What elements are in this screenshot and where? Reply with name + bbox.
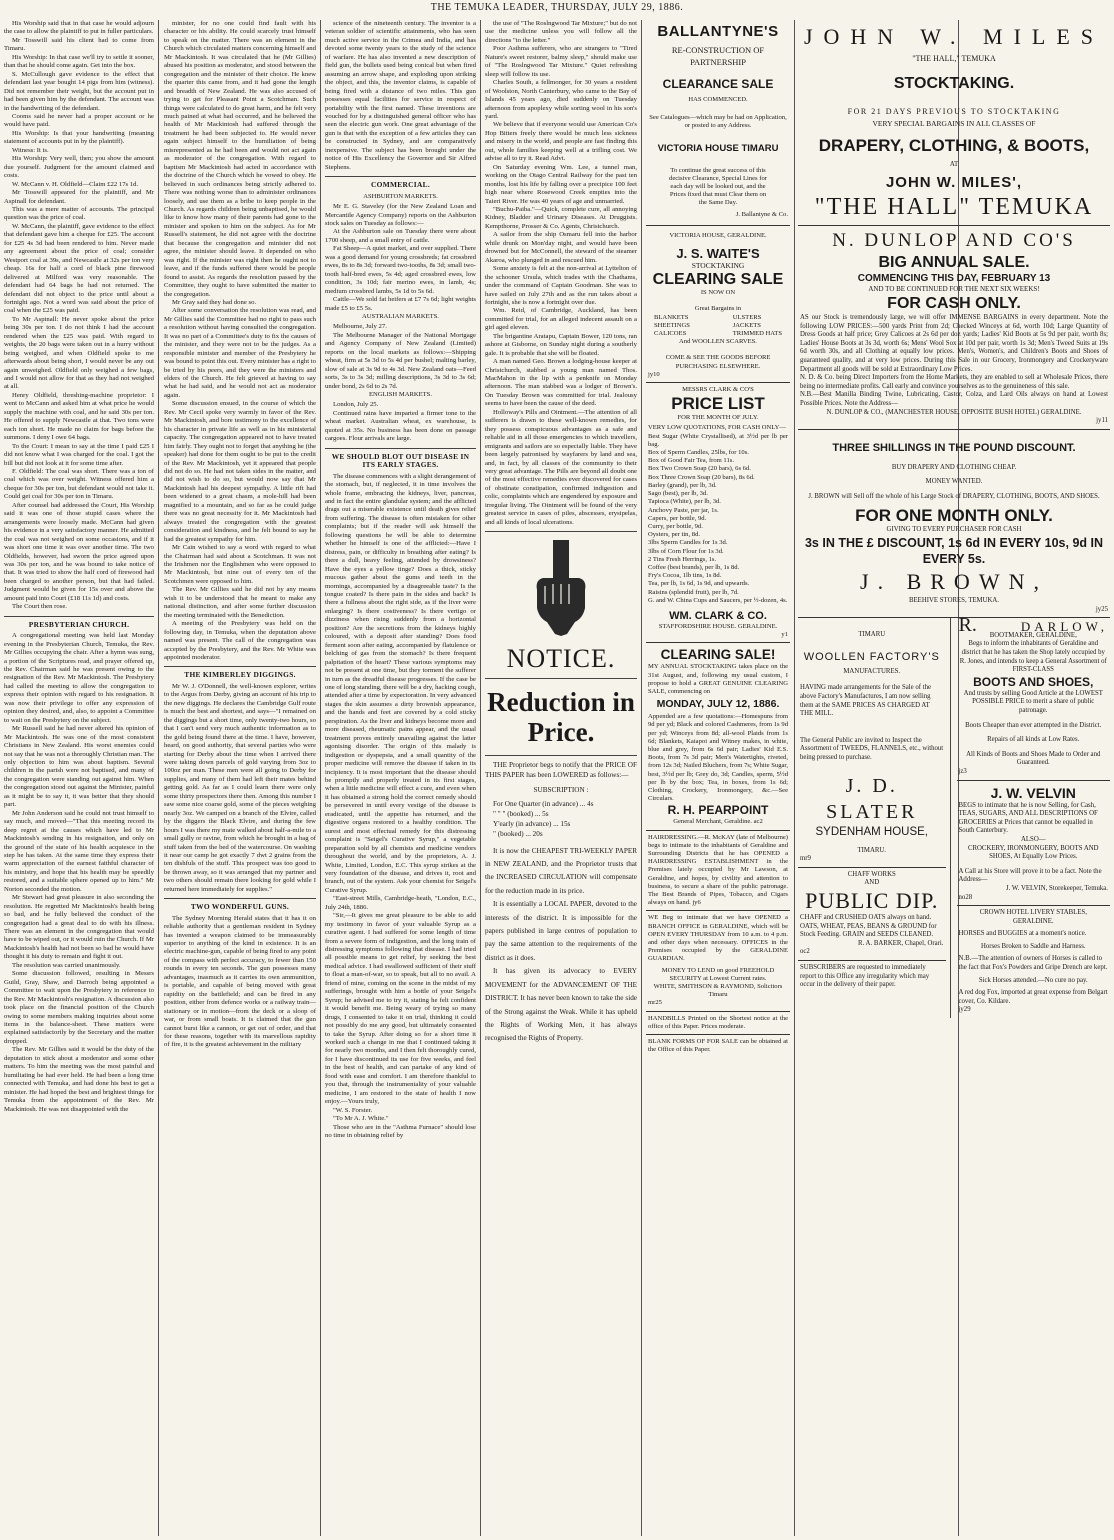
price-item: Box Three Crown Soap (20 bars), 8s 6d. xyxy=(648,473,755,481)
goods-item: JACKETS xyxy=(732,321,761,329)
ad-text: Sick Horses attended.—No cure no pay. xyxy=(978,976,1088,984)
waite-ad xyxy=(646,226,790,383)
article-paragraph: F. Oldfield: The coal was short. There was a ton of coal which was over weight. Witness offered him a cheque for 30s per ton, but defendant would not take it. Could get coal for 30s per ton in Timaru. xyxy=(4,468,154,501)
ad-text: A red dog Fox, imported at great expense from Belgart cover, Co. Kildare. xyxy=(958,989,1108,1005)
subheading: ENGLISH MARKETS. xyxy=(368,391,432,399)
ad-text: WE Beg to intimate that we have OPENED a BRANCH OFFICE in GERALDINE, which will be OPEN EVERY THURSDAY from 10 a.m. to 4 p.m. and other days when necessary. OFFICES in the Premises occupied by the GERALDINE GUARDIAN. xyxy=(648,914,788,963)
price-item: Oysters, per tin, 8d. xyxy=(648,531,701,539)
ad-text: VICTORIA HOUSE, GERALDINE. xyxy=(669,231,767,239)
ad-ref: no28 xyxy=(958,893,973,901)
ad-text: AND xyxy=(864,879,880,887)
article-paragraph: S. McCullough gave evidence to the effect that defendant last year bought 14 pigs from him (witness). Did not remember their weight, but the account put in had been given him by the defendant. The account was in the handwriting of the defendant. xyxy=(4,70,154,112)
ad-title: PUBLIC DIP. xyxy=(805,887,939,913)
ad-text: HAIRDRESSING.—R. McKAY (late of Melbourne) begs to intimate to the inhabitants of Geraldine and Surrounding Districts that he has OPENED a HAIRDRESSING ESTABLISHMENT in the Premises lately occupied by Mr Lawson, at Geraldine, and hopes, by civility and attention to business, to secure a share of the public patronage. The Best Brands of Pipes, Tobacco, and Cigars always on hand. jy6 xyxy=(648,833,788,907)
ad-headline: SYDENHAM HOUSE, xyxy=(815,825,928,838)
handbills-ad xyxy=(646,1012,790,1035)
ad-text: Boots Cheaper than ever attempted in the District. xyxy=(965,721,1102,729)
article-paragraph: Those who are in the "Asthma Furnace" should lose no time in obtaining relief by xyxy=(325,1123,476,1139)
ad-headline: 3s IN THE £ DISCOUNT, 1s 6d IN EVERY 10s, 9d IN EVERY 5s. xyxy=(804,536,1104,567)
column-rule xyxy=(794,20,795,1536)
article-paragraph: It is now the CHEAPEST TRI-WEEKLY PAPER in NEW ZEALAND, and the Proprietor trusts that the INCREASED CIRCULATION will compensate for the reduction made in its price. xyxy=(485,846,637,895)
goods-item: CALICOES xyxy=(654,330,687,338)
price-item: Sago (best), per lb, 3d. xyxy=(648,490,708,498)
price-item: Tapioca (White), per lb, 3d. xyxy=(648,498,721,506)
ad-text: See Catalogues—which may be had on Application, or posted to any Address. xyxy=(649,114,787,130)
ad-text: WHITE, SMITHSON & RAYMOND, Solicitors Timaru xyxy=(653,983,783,999)
woollen-ad xyxy=(798,618,946,868)
subheading: ASHBURTON MARKETS. xyxy=(363,192,438,200)
article-paragraph: A meeting of the Presbytery was held on the following day, in Temuka, when the deputation above named was present. The call of the congregation was accepted by the Presbytery, and the Rev. Mr White was appointed moderator. xyxy=(164,620,316,661)
article-paragraph: To the Court: I mean to say at the time I paid £25 I did not know what I was charged for the coal. I got the bill but did not look at it for some time after. xyxy=(4,442,154,467)
subscription-rate: " " " (booked) ... 5s xyxy=(493,809,549,818)
article-paragraph: Mr John Anderson said he could not trust himself to say much, and moved—"That this meeting record its deep regret at the causes which have led to Mr Mackintosh's sending in his resignation, and only on the ground of the state of his health acquiesce in the step he has taken. At the same time they express their warm appreciation of the earnest faithful character of his ministry, and hope that his health may be speedily restored, and a suitable sphere opened up to him." Mr Norton seconded the motion. xyxy=(4,809,154,893)
ad-headline: CLEARING SALE xyxy=(652,271,784,289)
ad-text: To continue the great success of this decisive Clearance, Special Lines for each day will be looked out, and the Prices fixed that must Clear them on the Same Day. xyxy=(669,166,767,207)
article-paragraph: A man named Geo. Brown a lodging-house keeper at Christchurch, stabbed a young man named Thos. MacMahon in the lip with a penknife on Monday afternoon. The man stabbed was a lodger of Brown's. On Tuesday Brown was committed for trial. Jealousy seems to have been the cause of the deed. xyxy=(485,358,637,408)
ad-title: J. D. SLATER xyxy=(826,774,918,823)
article-paragraph: To Mr Aspinall: He never spoke about the price being 30s per ton. I do not think I had the account rendered when the £25 was paid. With regard to weights, the 20 bags were taken out in a hurry without being weighed, and when Oldfield spoke to me afterwards about being short, I would never be any out again unweighed. Oldfield only weighed a few bags, and I would not allow for that as they had not weighed at all. xyxy=(4,315,154,391)
section-heading: TWO WONDERFUL GUNS. xyxy=(190,902,290,912)
price-item: Box Two Crown Soap (20 bars), 6s 6d. xyxy=(648,465,751,473)
column-rule xyxy=(480,20,481,1536)
article-paragraph: The brigantine Aratapu, Captain Bower, 120 tons, ran ashore at Gisborne, on Sunday night during a southerly gale. It is probable that she will be floated. xyxy=(485,332,637,357)
ad-text: N. D. & Co. being Direct Importers from the Home Markets, they are enabled to sell at Wholesale Prices, there being no intermediate profits. Call early and convince yourselves as to the genuineness of this sale. xyxy=(800,374,1108,390)
goods-item: SHEETINGS xyxy=(654,321,690,329)
column-rule xyxy=(320,20,321,1536)
brown-ad xyxy=(798,430,1110,619)
price-item: Box of Good Fair Tea, from 11s. xyxy=(648,457,734,465)
ad-text: GIVING TO EVERY PURCHASER FOR CASH xyxy=(886,526,1022,534)
ad-text: HANDBILLS Printed on the Shortest notice at the office of this Paper. Prices moderate. xyxy=(648,1014,788,1030)
article-paragraph: It has given its advocacy to EVERY MOVEMENT for the ADVANCEMENT OF THE DISTRICT. It has never been known to take the side of the Strong against the Weak. While it has upheld the Rights of Working Men, it has always recognised the Rights of Property. xyxy=(485,967,637,1043)
ad-text: TIMARU xyxy=(858,631,886,639)
ad-text: SUBSCRIBERS are requested to immediately report to this Office any irregularity which may occur in the delivery of their paper. xyxy=(800,963,930,989)
ad-headline: DRAPERY, CLOTHING, & BOOTS, xyxy=(818,135,1090,155)
ad-text: AND TO BE CONTINUED FOR THE NEXT SIX WEEKS! xyxy=(868,285,1040,294)
ad-text: General Merchant, Geraldine. ac2 xyxy=(673,818,763,826)
subscription-rate: For One Quarter (in advance) ... 4s xyxy=(493,799,594,808)
ad-text: HAS COMMENCED. xyxy=(688,96,748,103)
article-paragraph: Charles South, a fellmonger, for 30 years a resident of Woolston, North Canterbury, who came to the Bay of Islands 45 years ago, died suddenly on Tuesday afternoon from apoplexy while sorting wool in his son's yard. xyxy=(485,79,637,120)
ad-ref: mr25 xyxy=(648,999,662,1007)
chaff-ad xyxy=(798,868,946,961)
article-paragraph: It is essentially a LOCAL PAPER, devoted to the interests of the district. It is impossible for the papers published in large centres of population to pay the same attention to the requirements of the district as it does. xyxy=(485,900,637,962)
price-item: Barley (grand), per lb, 3d. xyxy=(648,481,717,489)
ad-title: BALLANTYNE'S xyxy=(657,23,779,40)
goods-item: BLANKETS xyxy=(654,313,689,321)
article-paragraph: science of the nineteenth century. The inventor is a veteran soldier of scientific attainments, who has seen much active service in the Crimea and India, and has devoted some twenty years to the study of the science of warfare. He has also invented a new description of field gun, the bullets used being conical but when fired assuming an arrow shape, and exploding upon striking the object, and this, the inventor claims, is capable of being fired with a distance of two miles. This gun possesses equal facilities for service in respect of portability with the first named. These inventions are vouched for by a distinguished general officer who has seen the electric gun work. One great advantage of the gun is that with the exception of a few articles they can be constructed in Sydney, and are comparatively inexpensive. The subject has been brought under the notice of His Excellency the Governor and Sir Alfred Stephens. xyxy=(325,20,476,171)
price-item: Raisins (splendid fruit), per lb, 7d. xyxy=(648,588,739,596)
ad-ref: jy10 xyxy=(648,370,660,378)
miles-ad xyxy=(798,20,1110,226)
ad-text: MESSRS CLARK & CO'S xyxy=(682,386,754,394)
article-paragraph: Mr Gray said they had done so. xyxy=(172,298,257,306)
blank-forms-ad xyxy=(646,1035,790,1057)
section-heading: WE SHOULD BLOT OUT DISEASE IN ITS EARLY STAGES. xyxy=(331,451,470,470)
ad-text: BLANK FORMS OF FOR SALE can be obtained at the Office of this Paper. xyxy=(648,1038,788,1054)
article-paragraph: "East-street Mills, Cambridge-heath, "London, E.C., July 24th, 1886. xyxy=(325,895,476,911)
article-paragraph: The Sydney Morning Herald states that it has it on reliable authority that a gentleman resident in Sydney has invented a weapon claimed to be immeasurably superior to anything of the kind in existence. It is an electric machine-gun, capable of being fired to any point of the compass with perfect accuracy, to fewer than 150 rounds in every ten seconds. The gun possesses many advantages, inasmuch as it carries its own ammunition, is portable, and capable of being moved with great rapidity on the battlefield; and can be fired in any position, either from defence works or a railway train—stationary or in motion—from the deck or a sloop of war, or from small boats. It is claimed that the gun cannot burst like a cannon, or get out of order, and that for these reasons, together with its marvellous rapidity of fire, it is the greatest achievement in the military xyxy=(164,914,316,1049)
ad-headline: STOCKTAKING. xyxy=(893,74,1015,92)
goods-item: ULSTERS xyxy=(732,313,762,321)
ad-text: BOOTMAKER, GERALDINE, xyxy=(989,631,1077,639)
ad-text: FOR THE MONTH OF JULY. xyxy=(677,414,759,422)
price-item: Coffee (best brands), per lb, 1s 8d. xyxy=(648,563,740,571)
price-item: Capers, per bottle, 9d. xyxy=(648,514,707,522)
ad-text: COME & SEE THE GOODS BEFORE PURCHASING ELSEWHERE. xyxy=(665,354,771,370)
ad-title: CLEARING SALE! xyxy=(660,647,776,663)
reduction-title: Reduction in Price. xyxy=(487,687,635,748)
article-paragraph: Melbourne, July 27. xyxy=(333,323,387,331)
article-paragraph: Mr Russell said he had never altered his opinion of Mr Mackintosh. He was one of the most consistent Christians in New Zealand. His worst enemies could not say that he was not a thoroughly Christian man. The only objection to him was about baptism. Several children in the parish were not baptised, and many of the congregation were standing out against him. When the congregation stood out against the Minister, painful as it might be to say it, it was better that they should part. xyxy=(4,725,154,809)
article-paragraph: After counsel had addressed the Court, His Worship said it was one of those stupid cases where the arrangements were loosely made. McCann had given his evidence in a very satisfactory manner. He admitted the coal was not weighed on some occasions, and if it was short one time it was over another time. The two Oldfields, however, had sworn the price agreed upon was 30s per ton, and he was bound to take notice of that. It was tried to show the half cord of firewood had been charged to another person, but that had failed. Judgment would be given for 15s over and above the amount paid into Court (£18 11s 1d) and costs. xyxy=(4,501,154,602)
ad-initial: R. xyxy=(958,614,977,637)
article-paragraph: Some discussion ensued, in the course of which the Rev. Mr Cecil spoke very warmly in favor of the Rev. Mr Mackintosh, and bore testimony to the excellence of his character in private life as well as in his ministerial capacity. The congregation appeared not to have treated him fairly. They ought not to forget that anything he (the speaker) had done for them ought to be put to the credit of the Rev. Mr Mackintosh, yet it appeared that people did not do so. He had not taken sides in the matter, and did not wish to do so, but would now say that Mr Mackintosh had his deepest sympathy. A little rift had been widened to a great chasm, a mole-hill had been magnified to a mountain, and so far as he could judge there was no great necessity for it. Mr Mackintosh had always treated the congregation with the greatest consideration and kindness, and he felt bound to say he had the greatest sympathy for him. xyxy=(164,400,316,543)
price-item: Tea, per lb, 1s 6d, 1s 9d, and upwards. xyxy=(648,580,750,588)
ad-text: MONEY WANTED. xyxy=(925,478,983,486)
article-paragraph: On Saturday evening Wm. Lee, a tunnel man, working on the Otago Central Railway for the past ten months, lost his life by falling over a precipice 100 feet high near where Rosewood Creek empties into the Taieri River. He was 40 years of age and unmarried. xyxy=(485,163,637,205)
article-paragraph: His Worship: Is that your handwriting (meaning statement of accounts put in by the plaintiff). xyxy=(4,129,154,146)
article-paragraph: The Melbourne Manager of the National Mortgage and Agency Company of New Zealand (Limited) reports on the local markets as follows:—Shipping wheat, firm at 5s 3d to 5s 4d per bushel; malting barley, slow of sale at 3s 9d to 4s 3d. New Zealand oats—Feed sorts, 3s to 3s 3d; milling descriptions, 3s 3d to 3s 6d; under bond, 2s 6d to 2s 7d. xyxy=(325,331,476,390)
ad-ref: jy11 xyxy=(1096,417,1108,425)
ad-text: "THE HALL," TEMUKA xyxy=(912,54,996,63)
article-paragraph: At the Ashburton sale on Tuesday there were about 1700 sheep, and a small entry of cattle. xyxy=(325,228,476,244)
article-paragraph: His Worship said that in that case he would adjourn the case to allow the plaintiff to put in fuller particulars. xyxy=(4,20,154,36)
article-paragraph: Mr Tosswill appeared for the plaintiff, and Mr Aspinall for defendant. xyxy=(4,189,154,205)
article-paragraph: "W. S. Forster. xyxy=(333,1106,373,1114)
article-paragraph: The resolution was carried unanimously. xyxy=(12,961,121,969)
subheading: AUSTRALIAN MARKETS. xyxy=(362,312,439,320)
ad-text: A Call at his Store will prove it to be a fact. Note the Address— xyxy=(958,867,1102,884)
ad-text: J. BROWN will Sell off the whole of his Large Stock of DRAPERY, CLOTHING, BOOTS, AND SHOES. xyxy=(808,492,1100,500)
article-paragraph: Mr Cain wished to say a word with regard to what the Chairman had said about a Scotchman. It was not the Irishmen nor the Englishmen who were opposed to Mr Mackintosh, but nine out of every ten of the Scotchmen were opposed to him. xyxy=(164,544,316,585)
ad-headline: JOHN W. MILES', xyxy=(885,174,1023,192)
section-heading: THE KIMBERLEY DIGGINGS. xyxy=(184,670,296,680)
ad-headline: BOOTS AND SHOES, xyxy=(973,674,1094,689)
ad-signature: J. Ballantyne & Co. xyxy=(735,210,788,218)
subscription-rate: " (booked) ... 20s xyxy=(493,829,543,838)
darlow-ad xyxy=(957,614,1110,780)
clark-ad xyxy=(646,383,790,643)
ad-title: DARLOW, xyxy=(1020,619,1108,635)
ad-text: N.B.—Best Manilla Binding Twine, Lubricating, Castor, Colza, and Lard Oils always on hand at Lowest Possible Prices. Note the Address— xyxy=(800,391,1108,407)
article-paragraph: After some conversation the resolution was read, and Mr Gillies said the Committee had no right to pass such a resolution without having consulted the congregation. It was no part of a Committee's duty to fix the causes of the minister, and they were not to be the judges. As a responsible minister and member of the Presbytery he was bound to point this out. Every minister has a right to be tried by his peers, and they were the ministers and elders of the Church. He felt grieved at having to say what he had said, and he would not act as moderator again. xyxy=(164,307,316,399)
price-item: G. and W. China Cups and Saucers, per ½-dozen, 4s. xyxy=(648,596,788,604)
subscription-rate: Y'early (in advance) ... 15s xyxy=(493,819,571,828)
ad-text: BEEHIVE STORES, TEMUKA. xyxy=(909,597,999,605)
price-item: Fry's Cocoa, 1lb tins, 1s 8d. xyxy=(648,572,722,580)
article-paragraph: the use of "The Roslngwood Tar Mixture;" but do not use the medicine unless you will follow all the directions "to the letter." xyxy=(485,20,637,44)
ad-signature: J. W. VELVIN, Storekeeper, Temuka. xyxy=(1005,884,1108,892)
masthead: THE TEMUKA LEADER, THURSDAY, JULY 29, 1886. xyxy=(430,2,684,13)
article-paragraph: "To Mr A. J. White." xyxy=(333,1115,389,1123)
ad-text: STOCKTAKING xyxy=(691,261,745,271)
article-paragraph: Mr E. G. Staveley (for the New Zealand Loan and Mercantile Agency Company) reports on the Ashburton stock sales on Tuesday as follows:— xyxy=(325,203,476,227)
ad-text: AT xyxy=(949,160,959,168)
price-item: 3lbs Sperm Candles for 1s 3d. xyxy=(648,539,728,547)
ad-title: J. W. VELVIN xyxy=(990,784,1076,801)
ad-text: Begs to inform the inhabitants of Geraldine and district that he has taken the Shop lately occupied by R. Jones, and intends to keep a General Assortment of FIRST-CLASS xyxy=(959,640,1107,674)
ad-title: N. DUNLOP AND CO'S xyxy=(832,230,1076,252)
solicitors-ad xyxy=(646,911,790,1011)
article-paragraph: Witness: It is. xyxy=(12,146,49,154)
article-paragraph: Cattle—We sold fat heifers at £7 7s 6d; light weights made £5 to £5 5s. xyxy=(325,296,476,312)
price-item: Curry, per bottle, 9d. xyxy=(648,522,703,530)
ad-text: ALSO— xyxy=(1020,835,1046,843)
ad-text: And WOOLLEN SCARVES. xyxy=(679,338,757,346)
ad-text: CROCKERY, IRONMONGERY, BOOTS AND SHOES, At Equally Low Prices. xyxy=(967,844,1099,861)
crown-ad xyxy=(957,906,1110,1018)
article-paragraph: Mr Stewart had great pleasure in also seconding the resolution. He regretted Mr Mackintosh's health being so bad, and he fully believed the conduct of the congregation had a great deal to do with his illness. There was an element in the congregation that would have to be wiped out, or it would ruin the Church. If Mr Mackintosh's health had not been so bad he would have thought it his duty to remain and fight it out. xyxy=(4,894,154,961)
column-5 xyxy=(646,20,790,1536)
article-paragraph: W. McCann v. H. Oldfield—Claim £22 17s 1d. xyxy=(12,180,139,188)
ad-title: J. S. WAITE'S xyxy=(676,246,760,262)
article-paragraph: A sailor from the ship Osmaru fell into the harbor while drunk on Mon'day night, and would have been drowned but for McConnell, the steward of the steamer Akaroa, who plunged in and rescued him. xyxy=(485,231,637,264)
ad-ref: oc2 xyxy=(800,948,810,956)
article-paragraph: "Buchu-Paiba."—Quick, complete cure, all annoying Kidney, Bladder and Urinary Diseases. At Druggists. Kempthorne, Prosser & Co. Agents, Christchurch. xyxy=(485,205,637,230)
price-item: Best Sugar (White Crystallised), at 3½d per lb per bag. xyxy=(648,432,788,448)
velvin-ad xyxy=(957,781,1110,907)
column-3 xyxy=(325,20,476,1536)
article-paragraph: Some anxiety is felt at the non-arrival at Lyttelton of the schooner Ursula, which trades with the Chathams, under the command of Captain Goodman. She was to have sailed on July 27th and as the run takes about a fortnight, she is now a fortnight over due. xyxy=(485,265,637,306)
ad-text: MONEY TO LEND on good FREEHOLD SECURITY at Lowest Current rates. xyxy=(661,966,775,982)
article-paragraph: Cooms said he never had a proper account or he would have paid. xyxy=(4,112,154,129)
article-paragraph: The Rev. Mr Gillies said he did not by any means wish it to be understood that he meant to make any national distinction, and after some further discussion the meeting terminated with the Benediction. xyxy=(164,586,316,619)
section-heading: PRESBYTERIAN CHURCH. xyxy=(28,619,130,629)
ad-headline: FOR CASH ONLY. xyxy=(887,294,1021,312)
pointing-hand-icon xyxy=(531,538,591,638)
article-paragraph: THE Proprietor begs to notify that the PRICE OF THIS PAPER has been LOWERED as follows:— xyxy=(485,761,637,780)
hairdressing-ad xyxy=(646,831,790,912)
ad-ref: jz3 xyxy=(958,767,967,775)
ad-headline: CROWN HOTEL LIVERY STABLES, GERALDINE. xyxy=(979,909,1087,925)
ad-headline: WM. CLARK & CO. xyxy=(669,609,767,622)
ad-text: BEGS to intimate that he is now Selling, for Cash, TEAS, SUGARS, AND ALL DESCRIPTIONS OF GROCERIES at Prices that cannot be equalled in South Canterbury. xyxy=(958,801,1098,835)
article-paragraph: London, July 25. xyxy=(333,401,379,409)
article-paragraph: Wm. Reid, of Cambridge, Auckland, has been committed for trial, for an alleged indecent assault on a girl aged eleven. xyxy=(485,307,637,332)
article-paragraph: Some discussion followed, resulting in Messrs Guild, Gray, Shaw, and Darroch being appointed a Committee to wait upon the Presbytery in reference to the Rev. Mr Mackintosh's resignation. A discussion also took place on the financial position of the Church owing to some members making inquiries about some items in the balance-sheet. These matters were explained satisfactorily by the Secretary and the matter dropped. xyxy=(4,970,154,1045)
ad-text: CHAFF and CRUSHED OATS always on hand. OATS, WHEAT, PEAS, BEANS & GROUND for Stock Feeding. GRAIN and SEEDS CLEANED. xyxy=(800,913,937,939)
price-item: Anchovy Paste, per jar, 1s. xyxy=(648,506,719,514)
article-paragraph: The Court then rose. xyxy=(12,603,67,611)
ad-headline: COMMENCING THIS DAY, FEBRUARY 13 xyxy=(857,273,1051,285)
ad-headline: "THE HALL" TEMUKA xyxy=(814,194,1094,221)
ad-text: N. DUNLOP & CO., (MANCHESTER HOUSE, OPPOSITE BUSH HOTEL) GERALDINE. xyxy=(826,408,1082,416)
article-paragraph: We believe that if everyone would use American Co's Hop Bitters freely there would be much less sickness and misery in the world, and people are fast finding this out, whole families keeping well at a trifling cost. We advise all to try it. Read Advt. xyxy=(485,121,637,163)
ad-headline: VICTORIA HOUSE TIMARU xyxy=(657,142,779,154)
article-paragraph: His Worship: Very well, then; you show the amount due yourself. Judgment for the amount claimed and costs. xyxy=(4,155,154,180)
article-paragraph: Henry Oldfield, threshing-machine proprietor: I went to McCann and asked him at what price he would supply the machine with coal, and he said 30s per ton. He offered to supply Newcastle at that. Two tons were each ton short. He made no claim for bags before the summons. I deny I owe 64 bags. xyxy=(4,391,154,442)
ad-text: N.B.—The attention of owners of Horses is called to the fact that Fox's Powders and Gripe Drench are kept. xyxy=(958,955,1108,972)
ad-text: All Kinds of Boots and Shoes Made to Order and Guaranteed. xyxy=(966,750,1101,767)
article-paragraph: The disease commences with a slight derangement of the stomach, but, if neglected, it in time involves the whole frame, embracing the kidneys, liver, pancreas, and in fact the entire glandular system; and the afflicted drags out a miserable existence until death gives relief from suffering. The disease is often mistaken for other complaints; but if the reader will ask himself the following questions he will be able to determine whether he himself is one of the afflicted:—Have I distress, pain, or difficulty in breathing after eating? Is there a dull, heavy feeling, attended by drowsiness? Have the eyes a yellow tinge? Does a thick, sticky mucous gather about the gums and teeth in the mornings, accompanied by a disagreeable taste? Is the tongue coated? Is there pain in the sides and back? Is there a fullness about the right side, as if the liver were enlarging? Is there costiveness? Is there vertigo or dizziness when rising suddenly from a horizontal position? Are the secretions from the kidneys highly coloured, with a deposit after standing? Does food ferment soon after eating, accompanied by flatulence or belching of gas from the stomach? Is there frequent palpitation of the heart? These various symptoms may not be present at one time, but they torment the sufferer in turn as the dreadful disease progresses. If the case be one of long standing, there will be a dry, hacking cough, attended after a time by expectoration. In very advanced stages the skin assumes a dirty brownish appearance, and the hands and feet are covered by a cold sticky perspiration. As the liver and kidneys become more and more diseased, rheumatic pains appear, and the usual treatment proves entirely unavailing against the latter agonising disorder. The origin of this malady is indigestion or dyspepsia, and a small quantity of the proper medicine will remove the disease if taken in its incipiency. It is most important that the disease should be promptly and properly treated in its first stages, when a little medicine will effect a cure, and even when it has obtained a strong hold the correct remedy should be persevered in until every vestige of the disease is eradicated, until the appetite has returned, and the digestive organs restored to a healthy condition. The surest and most effectual remedy for this distressing complaint is "Seigel's Curative Syrup," a vegetable preparation sold by all chemists and medicine vendors throughout the world, and by the proprietors, A. J. White, Limited, London, E.C. This syrup strikes at the very foundation of the disease, and drives it, root and branch, out of the system. Ask your chemist for Seigel's Curative Syrup. xyxy=(325,472,476,894)
column-4 xyxy=(485,20,637,1536)
ad-headline: CLEARANCE SALE xyxy=(662,77,774,91)
ad-subtitle: RE-CONSTRUCTION OF PARTNERSHIP xyxy=(671,45,765,67)
ad-text: IS NOW ON xyxy=(700,289,736,297)
ad-text: Repairs of all kinds at Low Rates. xyxy=(987,736,1080,744)
ad-text: AS our Stock is tremendously large, we will offer IMMENSE BARGAINS in every department. Note the following LOW PRICES:—500 yards Print from 2d; Checked Winceys at 6d, worth 10d; Large Quantity of Dress Goods at half price; Grey Calicoes at 2s 6d per doz yards; Ladies' Kid Boots at 5s 9d per pair, worth 8s; Ladies' House Boots at 3s 3d, worth 6s; Mens' Wool Sox at 10d per pair, worth 1s 3d; Men's Tweed Suits at 19s 6d worth 30s, and all Clothing at equally low prices. Men's, Women's, and Children's Boots and Shoes of guaranteed quality, and at very low prices. During this Sale in our Grocery, Ironmongery and Crockeryware Department all goods will be sold at Extraordinary Low Prices. xyxy=(800,313,1108,373)
ad-text: MY ANNUAL STOCKTAKING takes place on the 31st August, and, following my usual custom, I propose to hold a GREAT GENUINE CLEARING SALE, commencing on xyxy=(648,663,788,695)
notice-title: NOTICE. xyxy=(506,644,616,674)
column-2 xyxy=(164,20,316,1536)
ad-headline: R. H. PEARPOINT xyxy=(667,803,769,818)
article-paragraph: Poor Asthma sufferers, who are strangers to "Tired Nature's sweet restorer, balmy sleep," should make use of "The Roslngwood Tar Mixture." Quiet refreshing sleep will follow its use. xyxy=(485,45,637,78)
ad-text: Great Bargains in xyxy=(694,305,742,313)
ad-ref: mr9 xyxy=(800,855,811,863)
ad-text: Horses Broken to Saddle and Harness. xyxy=(980,942,1086,950)
article-paragraph: W. McCann, the plaintiff, gave evidence to the effect that defendant gave him a cheque for £25. The account for £25 4s 3d had been rendered to him. Never made any agreement about the price of coal; consider Westport coal at 39s, and Newcastle at 32s per ton very cheap. 16s for half a cord of black pine firewood delivered at Milford was very reasonable. The defendant had 64 bags he had not returned. The defendant did not object to the price until about a fortnight ago. Not a word was said about the price of coal when the £25 was paid. xyxy=(4,222,154,315)
ad-headline: WOOLLEN FACTORY'S xyxy=(803,650,940,663)
column-rule xyxy=(641,20,642,1536)
article-paragraph: "Sir,—It gives me great pleasure to be able to add my testimony in favor of your valuable Syrup as a curative agent. I had suffered for some length of time from a severe form of indigestion, and the long train of distressing symptoms following that disease. I had tried all possible means to get relief, by seeking the best medical advice. I had swallowed sufficient of their stuff to float a man-of-war, so to speak, but all to no avail. A friend of mine, coming on the scene in the midst of my sufferings, brought with him a bottle of your Seigel's Syrup; he advised me to try it, stating he felt confident it would benefit me. Being weary of trying so many drugs, I consented to take it on trial, thinking it could not possibly do me any good, but ultimately consented to take the Syrup. After doing so for a short time it worked such a change in me that I continued taking it for nearly two months, and I then felt thoroughly cured, for I have discontinued its use for five weeks, and feel in the best of health, and can partake of any kind of food with ease and comfort. I am therefore thankful to you that, through the instrumentality of your valuable medicine, I am restored to the state of health I now enjoy.—Yours truly, xyxy=(325,912,476,1106)
ad-text: BUY DRAPERY AND CLOTHING CHEAP. xyxy=(891,463,1017,471)
article-paragraph: Mr W. J. O'Donnell, the well-known explorer, writes to the Argus from Derby, giving an account of his trip to the new diggings. He declares the Cambridge Gulf route is much the best and shortest, and says—"I remained on the diggings but a short time, only twenty-two hours, so that I can't send very much authentic information as to the gold being found there at the time. I have, however, heard, on good authority, that several parties who were starting for Derby about the time when I arrived there were taking down parcels of gold varying from 3oz to 100oz per man. These men were all going to Derby for supplies, and many of them had left their mates behind getting gold. As far as I could learn there were only some thirty prospectors there then. Among this number I saw some nice coarse gold, some of the pieces weighing nearly 3oz. We camped on a branch of the Elvire, called by the diggers the Black Elvire, and during the few hours I was there my mate walked about half-a-mile to a small gully or ravine, from which he brought in a bag of stuff taken from the bed of the watercourse. On washing it near our camp he got exactly 7 dwt 2 grains from the ten dishfuls of the stuff. This prospect was too good to be thrown away, so it was arranged that my partner and two others should remain there looking for gold while I returned here immediately for supplies." xyxy=(164,682,316,893)
column-6 xyxy=(798,20,1110,1536)
ad-text: HAVING made arrangements for the Sale of the above Factory's Manufactures, I am now selling them at the SAME PRICES AS CHARGED AT THE MILL. xyxy=(800,684,932,718)
column-rule xyxy=(158,20,159,1536)
article-paragraph: This was a mere matter of accounts. The principal question was the price of coal. xyxy=(4,205,154,222)
ad-title: JOHN W. MILES xyxy=(803,24,1105,49)
article-paragraph: Fat Sheep—A quiet market, and over supplied. There was a good demand for young crossbreds; fat crossbred ewes, 8s to 8s 3d; forward two-tooths, 8s 3d; small two-tooth half-bred ewes, 5s 4d; aged crossbred ewes, low condition, 3s 10d; fair merino ewes, in lamb, 4s; medium crossbred lambs, 5s 1d to 5s 6d. xyxy=(325,245,476,295)
ad-title: PRICE LIST xyxy=(671,394,765,414)
article-paragraph: minister, for no one could find fault with his character or his ability. He could scarcely trust himself to speak on the matter. There was an element in the Church which circulated matters concerning himself and Mr Mackintosh. It was circulated that he (Mr Gillies) abused his position as moderator, and stood between the congregation and the minister of their choice. He knew the quarter this came from, and it had gone the length and breadth of New Zealand. He was also accused of trying to get for Pleasant Point a Scotchman. Such things were calculated to do great harm, and he felt very much pained at what had occurred, and he believed the health of Mr Mackintosh had suffered through the treatment he had been subjected to. He would never again subject himself to the humiliation of being misrepresented as he had been and would not act again as moderator of the congregation. With regard to baptism Mr Mackintosh had acted in accordance with the doctrine of the Church which he vowed to obey. He believed in such ordinances being strictly adhered to. There was nothing worse than to administer ordinances loosely, and use them as a bribe to keep people in the Church. As regards children being unbaptised, he would like to know how many of their parents had gone to the minister and spoken to him on the subject. As for Mr Russell's statement, he did not agree with the doctrine that because the congregation and minister did not agree, the minister should leave. It depended on who was right. If the minister was right then he ought not to leave, and if the funds suffered there would be people found to assist. As regards the resolution passed by the Committee, they ought to have submitted the matter to the congregation. xyxy=(164,20,316,298)
ad-title: J. BROWN, xyxy=(860,569,1048,595)
price-item: 2 Tins Fresh Herrings, 1s. xyxy=(648,555,717,563)
article-paragraph: Continued rains have imparted a firmer tone to the wheat market. Australian wheat, ex warehouse, is quoted at 35s. No business has been done on passage cargoes. Flour arrivals are large. xyxy=(325,409,476,443)
ad-text: MANUFACTURES. xyxy=(843,667,901,675)
ad-ref: jy25 xyxy=(1095,605,1108,613)
subscribers-ad xyxy=(798,961,946,993)
ad-ref: jy29 xyxy=(958,1006,971,1014)
section-heading: COMMERCIAL. xyxy=(371,180,430,190)
article-paragraph: Mr Tosswill said his client had to come from Timaru. xyxy=(4,36,154,53)
pearpoint-ad xyxy=(646,643,790,830)
dunlop-ad xyxy=(798,226,1110,429)
price-item: Box of Sperm Candles, 25lbs, for 10s. xyxy=(648,449,749,457)
article-paragraph: Holloway's Pills and Ointment.—The attention of all sufferers is drawn to these well-known remedies, for they possess conspicuous advantages as a safe and reliable aid in all those emergencies to which travellers, emigrants and sailors are so especially liable. They have been largely patronised by wayfarers by land and sea, and, in fact, by all classes of the community to their very great advantage. The Pills are beyond all doubt one of the most effective remedies ever discovered for cases of obstinate constipation, confirmed indigestion and colic, complaints which are engendered by exposure and irregular living. The Ointment will be found of the very greatest service in cases of piles, abscesses, erysipelas, and all kinds of local ulcerations. xyxy=(485,408,637,526)
ad-text: HORSES and BUGGIES at a moment's notice. xyxy=(958,930,1087,938)
article-paragraph: His Worship: In that case we'll try to settle it sooner, than that he should come again. Get into the box. xyxy=(4,53,154,70)
ad-ref: y1 xyxy=(781,631,788,639)
column-1 xyxy=(4,20,154,1536)
ad-text: TIMARU. xyxy=(857,846,887,854)
ad-text: STAFFORDSHIRE HOUSE. GERALDINE. xyxy=(658,622,778,630)
ad-text: VERY SPECIAL BARGAINS IN ALL CLASSES OF xyxy=(872,119,1036,129)
ad-text: VERY LOW QUOTATIONS, FOR CASH ONLY— xyxy=(648,424,787,432)
ad-headline: FOR ONE MONTH ONLY. xyxy=(855,506,1053,526)
ad-text: FOR 21 DAYS PREVIOUS TO STOCKTAKING xyxy=(847,106,1061,116)
ad-text: The General Public are invited to Inspect the Assortment of TWEEDS, FLANNELS, etc., without being pressed to purchase. xyxy=(800,736,944,761)
article-paragraph: A congregational meeting was held last Monday evening in the Presbyterian Church, Temuka, the Rev. Mr Gillies occupying the chair. After a hymn was sung, a portion of the Scriptures read, and prayer offered up, the Rev. Chairman said he was present owing to the resignation of the Rev. Mr Mackintosh. The Presbytery had called the meeting to allow the congregation to express their opinion with regard to his resignation. It was now their privilege to offer any expression of opinion they desired, and, also, to appoint a Committee to wait on the Presbytery on the subject. xyxy=(4,632,154,724)
ad-text: CHAFF WORKS xyxy=(847,870,896,878)
goods-item: TRIMMED HATS xyxy=(732,330,782,338)
ad-headline: BIG ANNUAL SALE. xyxy=(878,254,1030,272)
ad-headline: THREE SHILLINGS IN THE POUND DISCOUNT. xyxy=(832,441,1076,454)
subscription-heading: SUBSCRIPTION : xyxy=(533,786,589,795)
ad-text: Appended are a few quotations:—Homespuns from 9d per yd; Black and colored Cashmeres, from 1s 9d per yd; Winceys from 8d; all-wool Plaids from 1s 6d; Blankets, Kaiapoi and Witney makes, in white, blue and grey, from 6s 6d pair; Ladies' Kid E.S. Boots, from 7s 3d pair; Men's Watertights, riveted, from 12s 3d; Nailed Bluchers, from 7s; White Sugar, best, 3½d per lb; Grey do, 3d; Candles, sperm, 5½d per lb by the box; Tea, in boxes, from 1s 6d; Clothing, Crockery, Ironmongery, &c.—See Circulars. xyxy=(648,713,788,803)
ad-headline: MONDAY, JULY 12, 1886. xyxy=(656,698,780,711)
ballantyne-ad xyxy=(646,20,790,226)
ad-text: And trusts by selling Good Article at the LOWEST POSSIBLE PRICE to merit a share of public patronage. xyxy=(963,689,1103,714)
article-paragraph: The Rev. Mr Gillies said it would be the duty of the deputation to stick about a moderator and some other matters. To him the meeting was the most painful and humiliating he had ever held. He had been a long time connected with Temuka, and had done his best to get a minister. He had hoped the best and brightest things for Temuka from the appointment of the Rev. Mr Mackintosh. He was not disappointed with the xyxy=(4,1046,154,1113)
ad-signature: R. A. BARKER, Chapel, Orari. xyxy=(857,939,944,947)
price-item: 3lbs of Corn Flour for 1s 3d. xyxy=(648,547,724,555)
